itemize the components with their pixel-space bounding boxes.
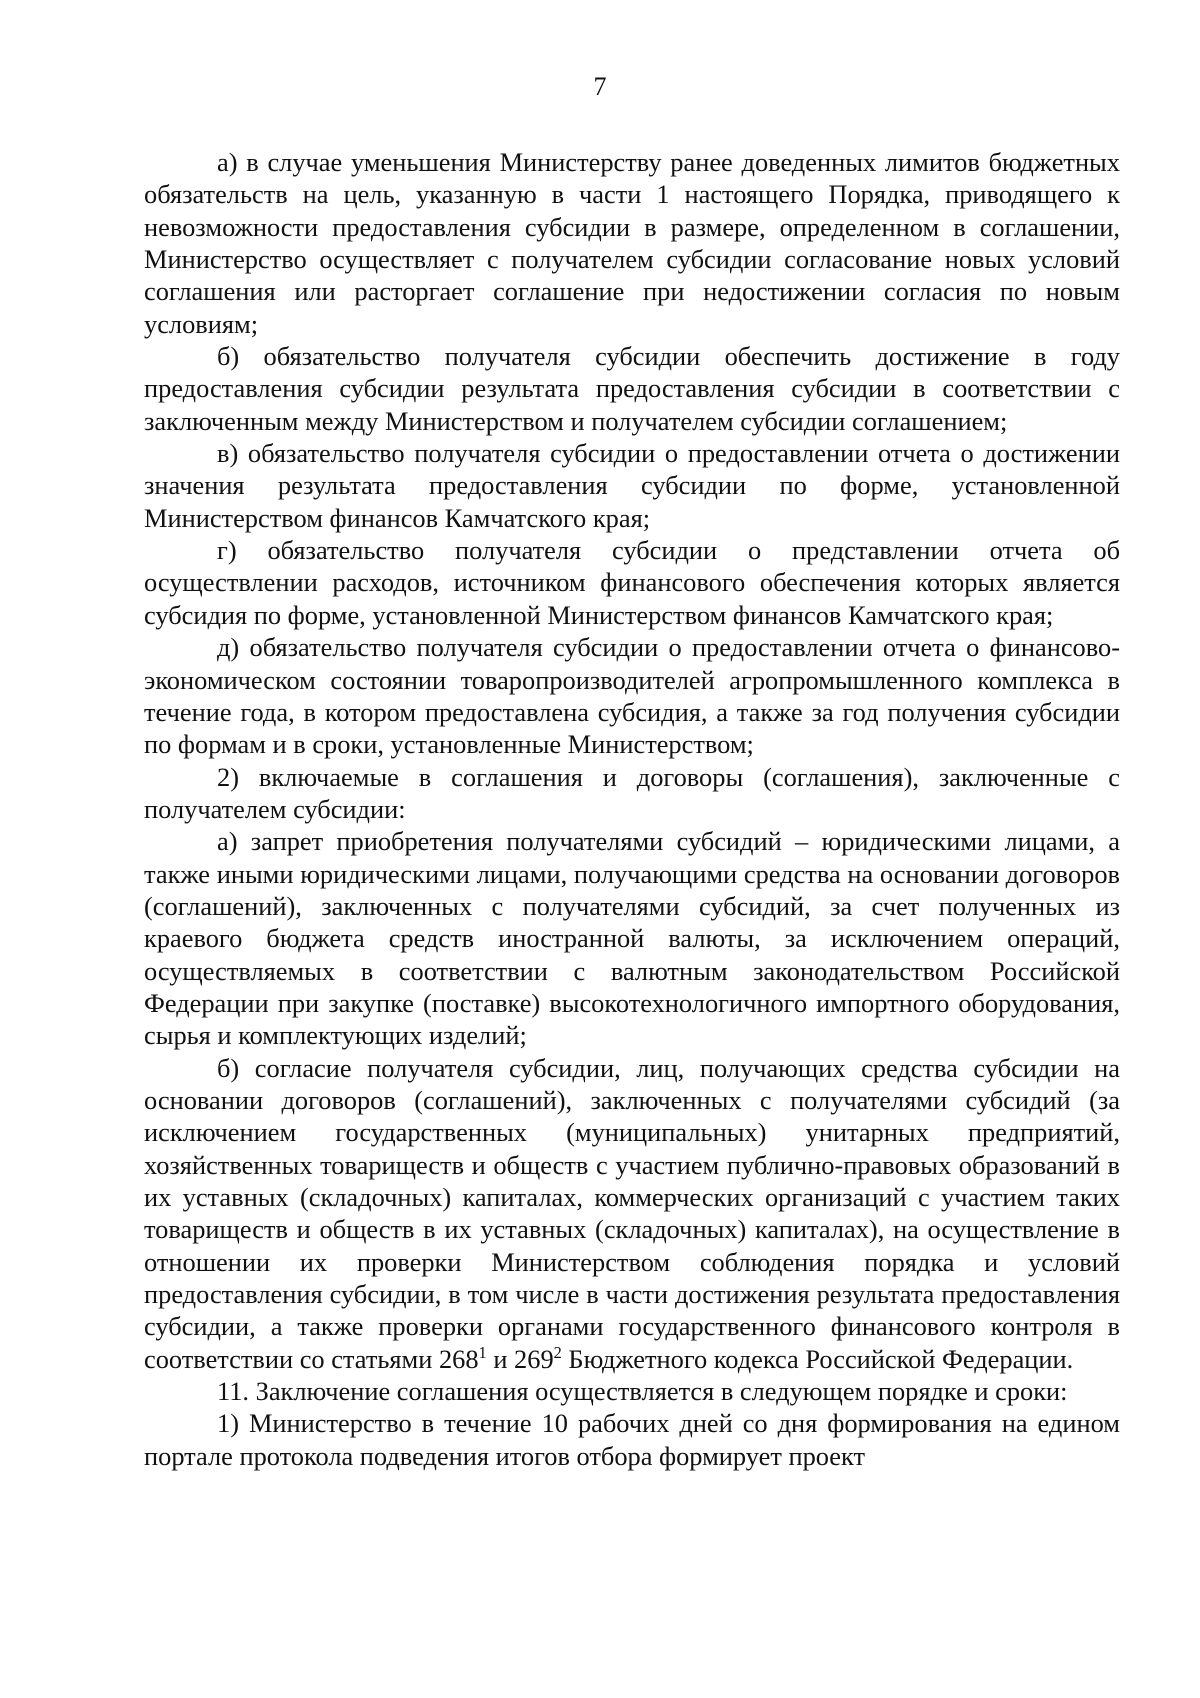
paragraph-10-2b-tail: Бюджетного кодекса Российской Федерации.	[561, 1343, 1074, 1374]
paragraph-10-2b	[144, 1052, 1120, 1375]
page-number: 7	[593, 72, 607, 101]
paragraph-11: 11. Заключение соглашения осуществляется в следующем порядке и сроки:	[217, 1376, 1068, 1407]
paragraph-10-1d: д) обязательство получателя субсидии о предоставлении отчета о финансово-экономическом состоянии товаропроизводителей агропромышленного комплекса в течение года, в котором предоставлена субсидия, а также за год получения субсидии по формам и в сроки, установленные Министерством;	[144, 632, 1120, 760]
paragraph-11-1: 1) Министерство в течение 10 рабочих дней со дня формирования на едином портале протокола подведения итогов отбора формирует проект	[144, 1408, 1120, 1471]
document-body	[144, 146, 1120, 1472]
superscript-2: 2	[553, 1342, 562, 1362]
paragraph-10-1b: б) обязательство получателя субсидии обеспечить достижение в году предоставления субсидии результата предоставления субсидии в соответствии с заключенным между Министерством и получателем субсидии соглашением;	[144, 341, 1120, 436]
paragraph-10-1a: а) в случае уменьшения Министерству ранее доведенных лимитов бюджетных обязательств на цель, указанную в части 1 настоящего Порядка, приводящего к невозможности предоставления субсидии в размере, определенном в соглашении, Министерство осуществляет с получателем субсидии согласование новых условий соглашения или расторгает соглашение при недостижении согласия по новым условиям;	[144, 147, 1120, 339]
paragraph-10-2b-mid: и 269	[486, 1343, 554, 1374]
paragraph-10-1g: г) обязательство получателя субсидии о представлении отчета об осуществлении расходов, источником финансового обеспечения которых является субсидия по форме, установленной Министерством финансов Камчатского края;	[144, 535, 1120, 630]
paragraph-10-1v: в) обязательство получателя субсидии о предоставлении отчета о достижении значения результата предоставления субсидии по форме, установленной Министерством финансов Камчатского края;	[144, 438, 1120, 533]
paragraph-10-2a: а) запрет приобретения получателями субсидий – юридическими лицами, а также иными юридическими лицами, получающими средства на основании договоров (соглашений), заключенных с получателями субсидий, за счет полученных из краевого бюджета средств иностранной валюты, за исключением операций, осуществляемых в соответствии с валютным законодательством Российской Федерации при закупке (поставке) высокотехнологичного импортного оборудования, сырья и комплектующих изделий;	[144, 826, 1120, 1051]
paragraph-10-2: 2) включаемые в соглашения и договоры (соглашения), заключенные с получателем субсидии:	[144, 761, 1120, 824]
paragraph-10-2b-text: б) согласие получателя субсидии, лиц, получающих средства субсидии на основании договоров (соглашений), заключенных с получателями субсидий (за исключением государственных (муниципальных) унитарных предприятий, хозяйственных товариществ и обществ с участием публично-правовых образований в их уставных (складочных) капиталах, коммерческих организаций с участием таких товариществ и обществ в их уставных (складочных) капиталах), на осуществление в отношении их проверки Министерством соблюдения порядка и условий предоставления субсидии, в том числе в части достижения результата предоставления субсидии, а также проверки органами государственного финансового контроля в соответствии со статьями 268	[144, 1052, 1120, 1374]
superscript-1: 1	[478, 1342, 487, 1362]
